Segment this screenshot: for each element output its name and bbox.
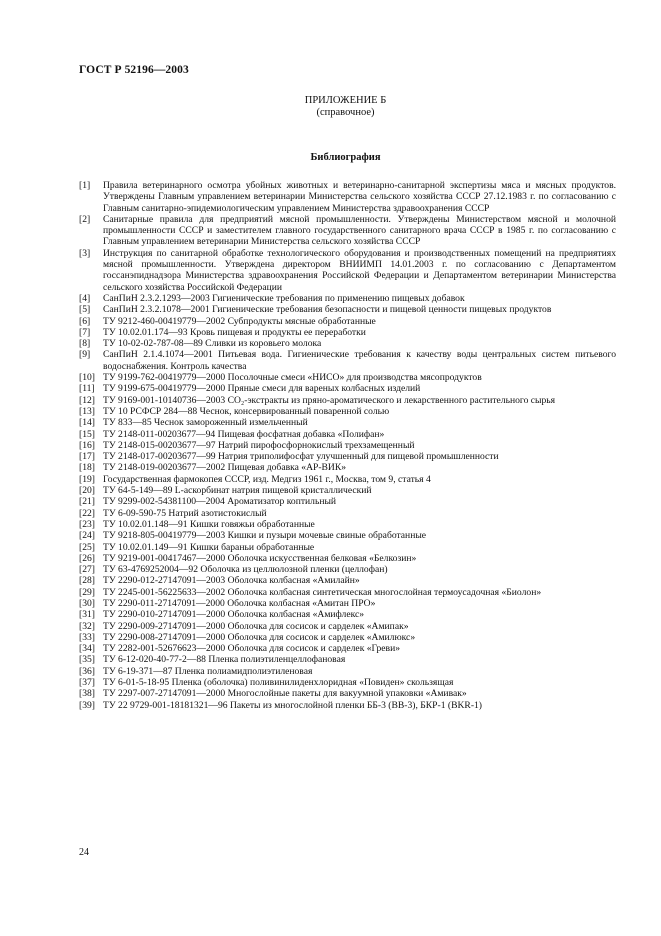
reference-text: ТУ 9199-762-00419779—2000 Посолочные смеси «НИСО» для производства мясопродуктов [103, 372, 482, 384]
reference-text: ТУ 9299-002-54381100—2004 Ароматизатор коптильный [103, 496, 337, 508]
reference-number: [26] [79, 552, 95, 564]
appendix-title: ПРИЛОЖЕНИЕ Б [304, 95, 387, 106]
reference-item [79, 304, 616, 315]
page-number: 24 [79, 847, 89, 858]
reference-text: ТУ 2148-015-00203677—97 Натрий пирофосфорнокислый трехзамещенный [103, 439, 415, 451]
reference-text: ТУ 64-5-149—89 L-аскорбинат натрия пищевой кристаллический [103, 485, 372, 497]
reference-number: [10] [79, 372, 95, 384]
reference-text: ТУ 2148-011-00203677—94 Пищевая фосфатная добавка «Полифан» [103, 428, 385, 440]
reference-item [79, 214, 616, 248]
reference-item [79, 553, 616, 564]
reference-text: Государственная фармокопея СССР, изд. Медгиз 1961 г., Москва, том 9, статья 4 [103, 473, 431, 485]
reference-item [79, 451, 616, 462]
reference-item [79, 621, 616, 632]
reference-item [79, 609, 616, 620]
reference-text: СанПиН 2.3.2.1078—2001 Гигиенические требования безопасности и пищевой ценности пищевых продуктов [103, 304, 552, 316]
reference-number: [11] [79, 383, 95, 395]
reference-item [79, 474, 616, 485]
reference-number: [1] [79, 180, 91, 191]
reference-item [79, 406, 616, 417]
reference-number: [7] [79, 326, 91, 338]
reference-text: ТУ 6-12-020-40-77-2—88 Пленка полиэтиленцеллофановая [103, 654, 346, 666]
reference-number: [30] [79, 597, 95, 609]
reference-text: ТУ 2282-001-52676623—2000 Оболочка для сосисок и сарделек «Греви» [103, 643, 401, 655]
reference-item [79, 564, 616, 575]
reference-number: [18] [79, 462, 95, 474]
reference-item [79, 293, 616, 304]
reference-text: ТУ 2290-009-27147091—2000 Оболочка для сосисок и сарделек «Амипак» [103, 620, 409, 632]
reference-number: [23] [79, 518, 95, 530]
reference-number: [14] [79, 417, 95, 429]
reference-item [79, 677, 616, 688]
reference-number: [17] [79, 451, 95, 463]
reference-text: ТУ 10.02.01.174—93 Кровь пищевая и продукты ее переработки [103, 326, 366, 338]
reference-item [79, 632, 616, 643]
reference-number: [15] [79, 428, 95, 440]
reference-number: [8] [79, 338, 91, 350]
reference-number: [29] [79, 586, 95, 598]
reference-item [79, 530, 616, 541]
reference-text: Правила ветеринарного осмотра убойных животных и ветеринарно-санитарной экспертизы мяса и мясных продуктов. Утверждены Главным управлением ветеринарии Министерства сельского хозяйства СССР 27.12.1983 г. по согласованию с Главным санитарно-эпидемиологическим управлением Министерства здравоохранения СССР [103, 180, 616, 214]
reference-number: [34] [79, 643, 95, 655]
reference-number: [12] [79, 394, 95, 406]
reference-item [79, 417, 616, 428]
reference-item [79, 316, 616, 327]
reference-number: [35] [79, 654, 95, 666]
reference-number: [3] [79, 247, 91, 259]
reference-number: [22] [79, 507, 95, 519]
reference-text: ТУ 2290-008-27147091—2000 Оболочка для сосисок и сарделек «Амилюкс» [103, 631, 416, 643]
reference-item [79, 508, 616, 519]
reference-number: [2] [79, 213, 91, 225]
reference-text: ТУ 2245-001-56225633—2002 Оболочка колбасная синтетическая многослойная термоусадочная «Биолон» [103, 586, 542, 598]
bibliography-title: Библиография [310, 152, 381, 163]
reference-number: [37] [79, 677, 95, 689]
reference-item [79, 383, 616, 394]
reference-item [79, 372, 616, 383]
reference-text: ТУ 63-4769252004—92 Оболочка из целлюлозной пленки (целлофан) [103, 564, 388, 576]
reference-item [79, 327, 616, 338]
reference-number: [28] [79, 575, 95, 587]
reference-number: [6] [79, 315, 91, 327]
appendix-subtitle: (справочное) [316, 107, 375, 118]
reference-item [79, 429, 616, 440]
reference-item [79, 338, 616, 349]
reference-number: [21] [79, 496, 95, 508]
reference-item [79, 248, 616, 293]
reference-text: ТУ 9199-675-00419779—2000 Пряные смеси для вареных колбасных изделий [103, 383, 421, 395]
document-code-header: ГОСТ Р 52196—2003 [79, 64, 189, 76]
reference-text: СанПиН 2.1.4.1074—2001 Питьевая вода. Гигиенические требования к качеству воды центральных систем питьевого водоснабжения. Контроль качества [103, 349, 616, 372]
reference-number: [32] [79, 620, 95, 632]
appendix-heading [0, 95, 661, 119]
reference-text: ТУ 2297-007-27147091—2000 Многослойные пакеты для вакуумной упаковки «Амивак» [103, 688, 467, 700]
reference-item [79, 440, 616, 451]
reference-item [79, 587, 616, 598]
reference-item [79, 654, 616, 665]
reference-number: [5] [79, 304, 91, 316]
reference-text: ТУ 9218-805-00419779—2003 Кишки и пузыри мочевые свиные обработанные [103, 530, 427, 542]
reference-text: ТУ 833—85 Чеснок замороженный измельченный [103, 417, 308, 429]
reference-item [79, 700, 616, 711]
reference-number: [33] [79, 631, 95, 643]
reference-number: [19] [79, 473, 95, 485]
reference-number: [25] [79, 541, 95, 553]
reference-item [79, 643, 616, 654]
reference-number: [38] [79, 688, 95, 700]
reference-number: [4] [79, 292, 91, 304]
reference-number: [9] [79, 349, 91, 361]
reference-number: [13] [79, 405, 95, 417]
reference-item [79, 395, 616, 406]
reference-text: СанПиН 2.3.2.1293—2003 Гигиенические требования по применению пищевых добавок [103, 292, 465, 304]
reference-item [79, 575, 616, 586]
reference-number: [36] [79, 665, 95, 677]
reference-number: [27] [79, 564, 95, 576]
reference-item [79, 485, 616, 496]
reference-text: ТУ 2290-010-27147091—2000 Оболочка колбасная «Амифлекс» [103, 609, 365, 621]
reference-item [79, 462, 616, 473]
reference-text: ТУ 9212-460-00419779—2002 Субпродукты мясные обработанные [103, 315, 376, 327]
reference-item [79, 542, 616, 553]
reference-text: Санитарные правила для предприятий мясной промышленности. Утверждены Министерством мясной и молочной промышленности СССР и заместителем главного государственного санитарного врача СССР в 1985 г. по согласованию с Главным управлением ветеринарии Министерства сельского хозяйства СССР [103, 213, 616, 248]
reference-text: Инструкция по санитарной обработке технологического оборудования и производственных помещений на предприятиях мясной промышленности. Утверждена директором ВНИИМП 14.01.2003 г. по согласованию с Департаментом госсанэпиднадзора Министерства здравоохранения Российской Федерации и Департаментом ветеринарии Министерства сельского хозяйства Российской Федерации [103, 247, 616, 293]
reference-text: ТУ 10.02.01.148—91 Кишки говяжьи обработанные [103, 518, 315, 530]
reference-text: ТУ 6-09-590-75 Натрий азотистокислый [103, 507, 267, 519]
reference-item [79, 519, 616, 530]
reference-text: ТУ 9219-001-00417467—2000 Оболочка искусственная белковая «Белкозин» [103, 552, 417, 564]
reference-text: ТУ 10 РСФСР 284—88 Чеснок, консервированный поваренной солью [103, 405, 390, 417]
reference-text: ТУ 2290-011-27147091—2000 Оболочка колбасная «Амитан ПРО» [103, 597, 376, 609]
reference-text: ТУ 2290-012-27147091—2003 Оболочка колбасная «Амилайн» [103, 575, 360, 587]
reference-text: ТУ 2148-017-00203677—99 Натрия триполифосфат улучшенный для пищевой промышленности [103, 451, 499, 463]
reference-text: ТУ 6-01-5-18-95 Пленка (оболочка) поливинилиденхлоридная «Повиден» скользящая [103, 677, 454, 689]
reference-list [79, 180, 616, 711]
reference-item [79, 688, 616, 699]
reference-text: ТУ 10-02-02-787-08—89 Сливки из коровьего молока [103, 338, 322, 350]
reference-item [79, 349, 616, 372]
reference-text: ТУ 2148-019-00203677—2002 Пищевая добавка «АР-ВИК» [103, 462, 347, 474]
reference-text: ТУ 9169-001-10140736—2003 CO₂-экстракты из пряно-ароматического и лекарственного растительного сырья [103, 394, 556, 406]
reference-text: ТУ 22 9729-001-18181321—96 Пакеты из многослойной пленки ББ-3 (ВВ-3), БКР-1 (BKR-1) [103, 699, 483, 711]
reference-item [79, 598, 616, 609]
reference-text: ТУ 6-19-371—87 Пленка полиамидполиэтиленовая [103, 665, 313, 677]
reference-text: ТУ 10.02.01.149—91 Кишки бараньи обработанные [103, 541, 315, 553]
reference-number: [31] [79, 609, 95, 621]
reference-item [79, 180, 616, 214]
reference-number: [39] [79, 699, 95, 711]
reference-number: [20] [79, 485, 95, 497]
reference-number: [16] [79, 439, 95, 451]
reference-number: [24] [79, 530, 95, 542]
reference-item [79, 496, 616, 507]
reference-item [79, 666, 616, 677]
